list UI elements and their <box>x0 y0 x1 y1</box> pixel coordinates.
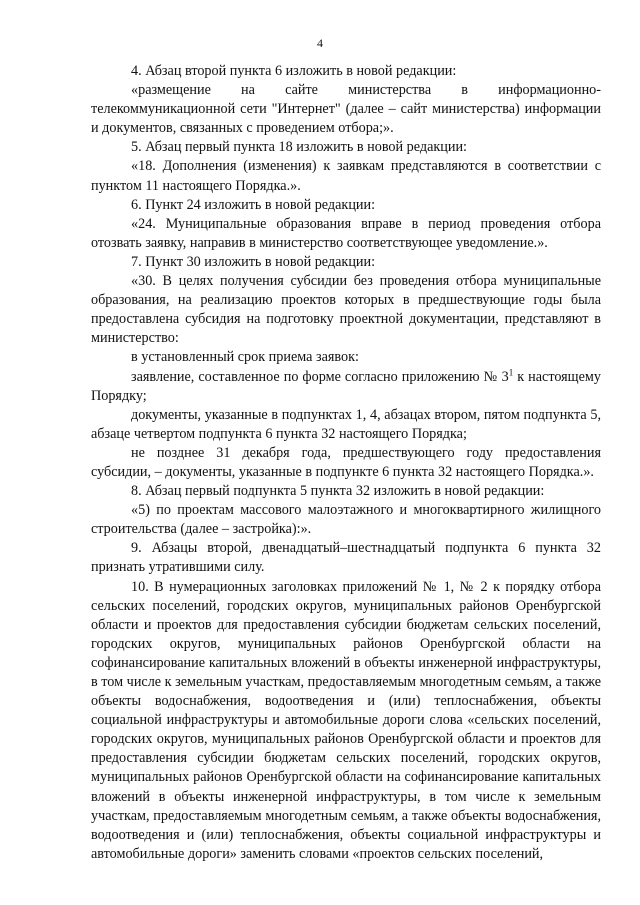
paragraph: «размещение на сайте министерства в информационно-телекоммуникационной сети "Интернет" (далее – сайт министерства) информации и документов, связанных с проведением отбора;». <box>91 82 601 137</box>
paragraph-appendix-reference <box>91 368 601 406</box>
paragraph: 8. Абзац первый подпункта 5 пункта 32 изложить в новой редакции: <box>131 483 545 500</box>
paragraph: 4. Абзац второй пункта 6 изложить в новой редакции: <box>131 63 457 79</box>
paragraph: «5) по проектам массового малоэтажного и многоквартирного жилищного строительства (далее – застройка):». <box>91 502 601 538</box>
page-number: 4 <box>317 36 323 50</box>
paragraph: в установленный срок приема заявок: <box>131 349 359 366</box>
paragraph: 7. Пункт 30 изложить в новой редакции: <box>131 253 376 270</box>
appendix-text-before: заявление, составленное по форме согласно приложению № 3 <box>131 368 509 385</box>
paragraph: 10. В нумерационных заголовках приложений № 1, № 2 к порядку отбора сельских поселений, городских округов, муниципальных районов Оренбургской области и проектов для предоставления субсидии бюджетам сельских поселений, городских округов, муниципальных районов Оренбургской области на софинансирование капитальных вложений в объекты инженерной инфраструктуры, в том числе к земельным участкам, предоставляемым многодетным семьям, а также объекты водоснабжения, водоотведения и (или) теплоснабжения, объекты социальной инфраструктуры и автомобильные дороги слова «сельских поселений, городских округов, муниципальных районов Оренбургской области и проектов для предоставления субсидии бюджетам сельских поселений, городских округов, муниципальных районов Оренбургской области на софинансирование капитальных вложений в объекты инженерной инфраструктуры, в том числе к земельным участкам, предоставляемым многодетным семьям, а также объекты водоснабжения, водоотведения и (или) теплоснабжения, объекты социальной инфраструктуры и автомобильные дороги» заменить словами «проектов сельских поселений, <box>91 578 601 862</box>
appendix-text-after: к настоящему Порядку; <box>91 368 601 404</box>
appendix-superscript: 1 <box>508 366 514 377</box>
paragraph: документы, указанные в подпунктах 1, 4, абзацах втором, пятом подпункта 5, абзаце четвертом подпункта 6 пункта 32 настоящего Порядка; <box>91 406 601 442</box>
paragraph: «24. Муниципальные образования вправе в период проведения отбора отозвать заявку, направив в министерство соответствующее уведомление.». <box>91 215 601 251</box>
paragraph: «30. В целях получения субсидии без проведения отбора муниципальные образования, на реализацию проектов которых в предшествующие годы была предоставлена субсидия на подготовку проектной документации, представляют в министерство: <box>91 273 601 347</box>
paragraph: 6. Пункт 24 изложить в новой редакции: <box>131 196 376 213</box>
document-body <box>91 62 601 864</box>
paragraph: не позднее 31 декабря года, предшествующего году предоставления субсидии, – документы, указанные в подпункте 6 пункта 32 настоящего Порядка.». <box>91 444 601 480</box>
paragraph: «18. Дополнения (изменения) к заявкам представляются в соответствии с пунктом 11 настоящего Порядка.». <box>91 158 601 194</box>
paragraph: 9. Абзацы второй, двенадцатый–шестнадцатый подпункта 6 пункта 32 признать утратившими силу. <box>91 540 601 576</box>
paragraph: 5. Абзац первый пункта 18 изложить в новой редакции: <box>131 139 467 156</box>
